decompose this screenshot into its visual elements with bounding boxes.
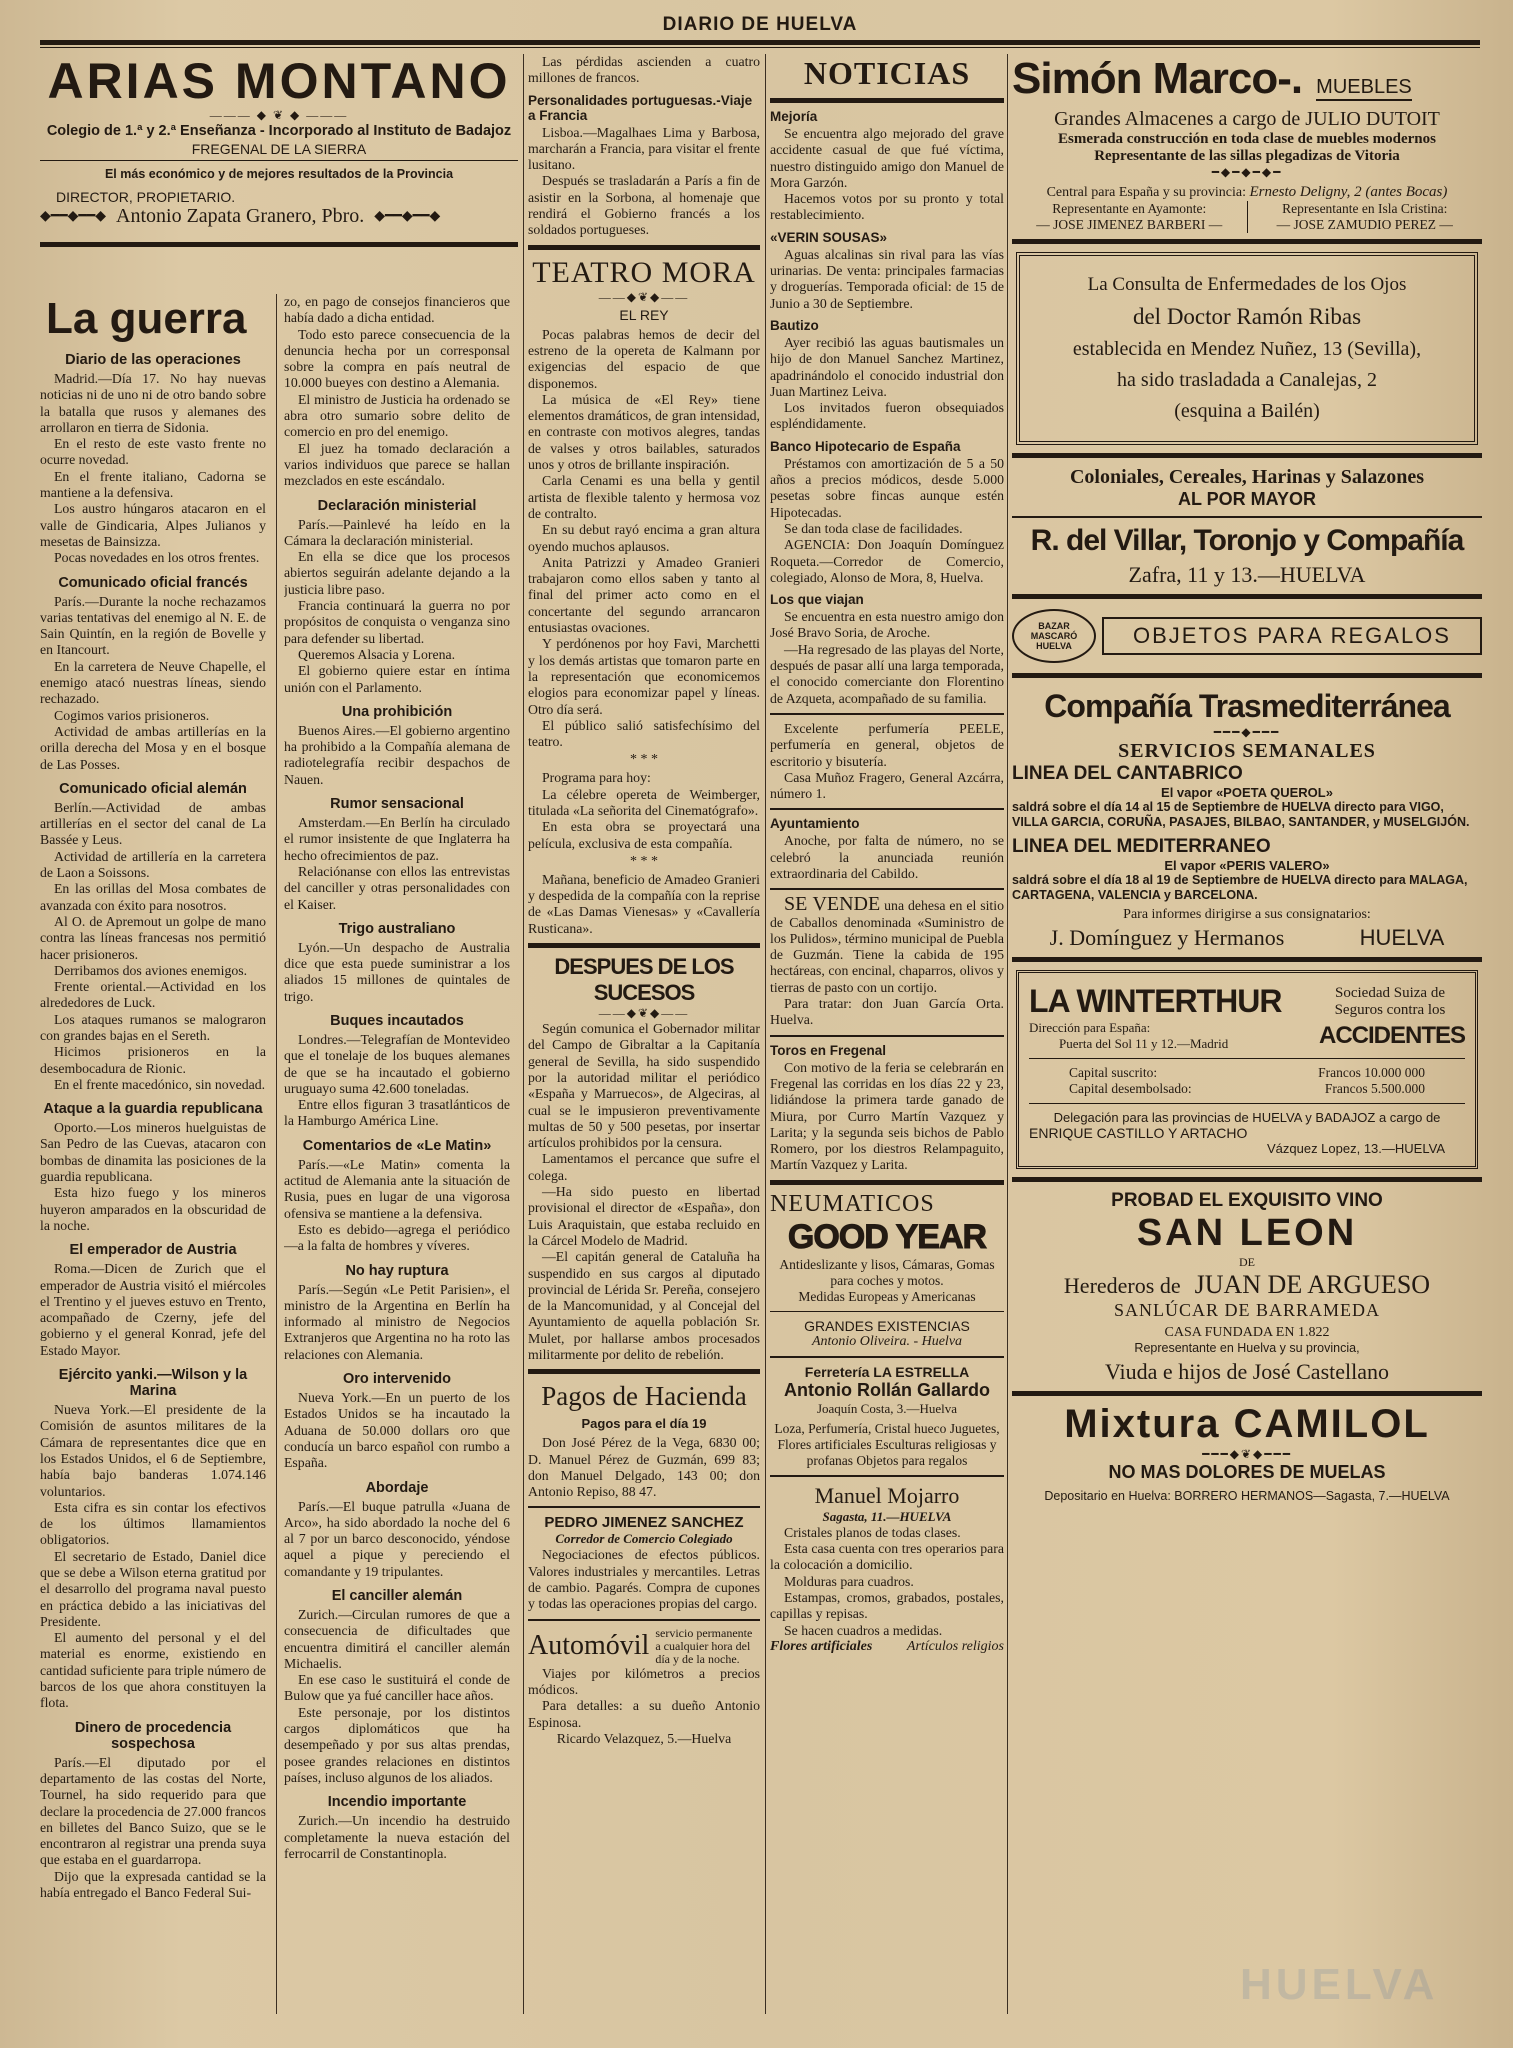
heading: Personalidades portuguesas.-Viaje a Francia <box>528 92 753 123</box>
heading: Ataque a la guardia republicana <box>43 1101 263 1118</box>
text: Actividad de ambas artillerías en la orilla derecha del Mosa y en el bosque de Las Posses. <box>40 723 266 772</box>
column-rule <box>765 54 766 2014</box>
text: Negociaciones de efectos públicos. Valores industriales y mercantiles. Letras de cambio. Pagarés. Compra de cupones y todas las operaciones propias del cargo. <box>528 1547 760 1612</box>
text: Según comunica el Gobernador militar del Campo de Gibraltar a la Capitanía general de Sevilla, ha sido suspendido por la autoridad militar el periódico «España y Marruecos», de Algeciras, al cual se le impusieron preventivamente multas de 50 y 500 pesetas, por insertar artículos prohibidos por la censura. <box>528 1021 760 1151</box>
text: Actividad de artillería en la carretera de Laon a Soissons. <box>40 848 266 881</box>
text: Relaciónanse con ellos las entrevistas del canciller y otras personalidades con el Kaiser. <box>284 863 510 912</box>
auto-ad <box>528 1627 760 1666</box>
guerra-title: La guerra <box>46 294 247 343</box>
text: Para detalles: a su dueño Antonio Espinosa. <box>528 1698 760 1730</box>
pagos-subtitle: Pagos para el día 19 <box>581 1416 707 1432</box>
column-rule <box>276 294 277 2014</box>
text: Roma.—Dicen de Zurich que el emperador de Austria visitó el miércoles el Trentino y el jueves estuvo en Trento, acompañado de Czerny, jefe del gobierno y el general Konrad, jefe del Estado Mayor. <box>40 1261 266 1358</box>
text: Medidas Europeas y Americanas <box>798 1288 976 1304</box>
text: DE <box>1239 1255 1255 1269</box>
ojos-ad <box>1016 252 1478 445</box>
text: Casa Muñoz Fragero, General Azcárra, número 1. <box>770 769 1004 802</box>
text: Capital suscrito: <box>1069 1065 1158 1080</box>
section-rule <box>770 1180 1004 1185</box>
text: El vapor «PERIS VALERO» <box>1164 858 1330 873</box>
text: (esquina a Bailén) <box>1174 400 1320 422</box>
heading: Trigo australiano <box>338 920 456 937</box>
guerra-subtitle: Diario de las operaciones <box>65 352 241 368</box>
text: Depositario en Huelva: BORRERO HERMANOS—Sagasta, 7.—HUELVA <box>1044 1489 1450 1503</box>
text: El público salió satisfechísimo del teatro. <box>528 717 760 750</box>
text: La Consulta de Enfermedades de los Ojos <box>1087 274 1407 295</box>
text: Lamentamos el percance que sufre el colega. <box>528 1151 760 1183</box>
section-rule <box>528 943 760 948</box>
text: En su debut rayó encima a gran altura oyendo muchos aplausos. <box>528 522 760 554</box>
text: J. Domínguez y Hermanos <box>1049 925 1285 950</box>
ferreteria-head: Ferretería LA ESTRELLA <box>804 1363 970 1380</box>
section-rule <box>528 245 760 250</box>
text: Dijo que la expresada cantidad se la había entregado el Banco Federal Sui- <box>40 1868 266 1901</box>
text: Antonio Oliveira. - Huelva <box>811 1333 963 1349</box>
text: NO MAS DOLORES DE MUELAS <box>1108 1462 1386 1482</box>
text: zo, en pago de consejos financieros que había dado a dicha entidad. <box>284 294 510 326</box>
text: Se encuentra algo mejorado del grave accidente casual de que fué víctima, nuestro distinguido amigo don Manuel de Mora Garzón. <box>770 126 1004 190</box>
text: Vázquez Lopez, 13.—HUELVA <box>1266 1141 1445 1156</box>
text: Anoche, por falta de número, no se celebró la anunciada reunión extraordinaria del Cabildo. <box>770 833 1004 881</box>
text: Antideslizante y lisos, Cámaras, Gomas para coches y motos. <box>779 1256 995 1288</box>
section-rule <box>1012 453 1482 458</box>
text: Capital desembolsado: <box>1069 1081 1192 1096</box>
representatives <box>1012 201 1482 233</box>
heading: El canciller alemán <box>331 1588 463 1604</box>
text: Las pérdidas ascienden a cuatro millones de francos. <box>528 54 760 86</box>
mojarro-footer <box>770 1639 1004 1655</box>
separator-stars: * * * <box>630 752 658 768</box>
auto-title: Automóvil <box>528 1630 650 1662</box>
text: Viajes por kilómetros a precios módicos. <box>528 1665 760 1697</box>
text: Frente oriental.—Actividad en los alrededores de Luck. <box>40 979 266 1011</box>
text: — JOSE JIMENEZ BARBERI — <box>1036 217 1223 232</box>
bazar-logo: BAZAR MASCARÓ HUELVA <box>1012 609 1096 663</box>
heading: Bautizo <box>770 317 819 333</box>
text: ENRIQUE CASTILLO Y ARTACHO <box>1029 1125 1248 1141</box>
neumaticos-title: NEUMATICOS <box>770 1190 935 1217</box>
text: Londres.—Telegrafían de Montevideo que el tonelaje de los buques alemanes de que se ha incautado el gobierno uruguayo suma 42.600 toneladas. <box>284 1031 510 1096</box>
column-noticias <box>770 54 1004 2014</box>
guerra-column <box>40 294 266 2014</box>
section-rule <box>770 1035 1004 1037</box>
text: PROBAD EL EXQUISITO VINO <box>1111 1190 1383 1211</box>
text: En el resto de este vasto frente no ocurre novedad. <box>40 436 266 468</box>
text: del Doctor Ramón Ribas <box>1132 304 1362 329</box>
text: El vapor «POETA QUEROL» <box>1161 785 1333 800</box>
text: Aguas alcalinas sin rival para las vías urinarias. De venta: principales farmacias y droguerías. Temporada oficial: de 15 de Junio a 30 de Septiembre. <box>770 246 1004 311</box>
section-rule <box>1012 516 1482 518</box>
text: Herederos de <box>1063 1273 1181 1298</box>
text: saldrá sobre el día 18 al 19 de Septiembre de HUELVA directo para MALAGA, CARTAGENA, VALENCIA y BARCELONA. <box>1012 873 1468 902</box>
text: Central para España y su provincia: <box>1046 185 1247 200</box>
text: Esto es debido—agrega el periódico—a la falta de hombres y víveres. <box>284 1221 510 1254</box>
section-rule <box>528 1369 760 1374</box>
win-accidentes: ACCIDENTES <box>1318 1022 1465 1049</box>
text: La música de «El Rey» tiene elementos dramáticos, de gran intensidad, en contraste con motivos alegres, tandas de valses y otros bailables, saturados unos y otros de brillante inspiración. <box>528 391 760 473</box>
text: SERVICIOS SEMANALES <box>1118 740 1376 762</box>
text: París.—Durante la noche rechazamos varias tentativas del enemigo al N. E. de Sain Quintín, en la región de Bovelle y en Itancourt. <box>40 593 266 658</box>
text: Representante en Ayamonte: <box>1052 201 1207 216</box>
ferreteria-name: Antonio Rollán Gallardo <box>784 1379 990 1400</box>
heading: Toros en Fregenal <box>770 1042 887 1058</box>
watermark: HUELVA <box>1240 1960 1439 2009</box>
text: Cristales planos de todas clases. <box>784 1524 961 1540</box>
bazar-ad <box>1012 609 1482 663</box>
winterthur-ad <box>1016 970 1478 1169</box>
mojarro-name: Manuel Mojarro <box>814 1482 960 1508</box>
win-top <box>1029 983 1465 1020</box>
text: Representante en Huelva y su provincia, <box>1134 1341 1360 1355</box>
section-rule <box>770 1475 1004 1477</box>
text: —Ha regresado de las playas del Norte, después de pasar allí una larga temporada, el conocido comerciante don Florentino de Azqueta, acompañado de su familia. <box>770 641 1004 706</box>
text: París.—Según «Le Petit Parisien», el ministro de la Argentina en Berlín ha informado al ministro de Negocios Extranjeros que Argentina no ha roto las relaciones con Alemania. <box>284 1281 510 1362</box>
text: Delegación para las provincias de HUELVA y BADAJOZ a cargo de <box>1053 1110 1441 1125</box>
text: Este personaje, por los distintos cargos diplomáticos que ha desempeñado y por sus altas prendas, posee grandes relaciones en distintos países, incluso algunos de los aliados. <box>284 1704 510 1785</box>
ornament: ——— ◆ ❦ ◆ ——— <box>209 108 349 122</box>
text: Coloniales, Cereales, Harinas y Salazones <box>1069 466 1425 488</box>
text: En la carretera de Neuve Chapelle, el enemigo atacó nuestras líneas, siendo rechazado. <box>40 658 266 707</box>
text: Pocas palabras hemos de decir del estreno de la opereta de Kalmann por exigencias del espacio de que disponemos. <box>528 326 760 391</box>
section-rule <box>770 1356 1004 1358</box>
heading: Banco Hipotecario de España <box>770 438 961 454</box>
section-rule <box>1029 1103 1465 1104</box>
text: Loza, Perfumería, Cristal hueco Juguetes, Flores artificiales Esculturas religiosas y profanas Objetos para regalos <box>774 1420 1000 1468</box>
director-row <box>40 205 518 228</box>
text: En ese caso le sustituirá el conde de Bulow que ya fué canciller hace años. <box>284 1672 510 1704</box>
text: Viuda e hijos de José Castellano <box>1104 1359 1389 1384</box>
text: En ella se dice que los procesos abiertos seguirán adelante dejando a la justicia libre paso. <box>284 549 510 597</box>
heading: Ejército yanki.—Wilson y la Marina <box>58 1367 248 1400</box>
text: Nueva York.—En un puerto de los Estados Unidos se ha incautado la Aduana de 50.000 dollars oro que conducía un barco español con rumbo a España. <box>284 1390 510 1471</box>
text: JUAN DE ARGUESO <box>1194 1270 1431 1299</box>
section-rule <box>1012 239 1482 244</box>
text: Los invitados fueron obsequiados espléndidamente. <box>770 400 1004 432</box>
sucesos-title: DESPUES DE LOS SUCESOS <box>554 954 734 1006</box>
rep-isla <box>1248 201 1483 233</box>
text: Los austro húngaros atacaron en el valle de Gindicaria, Alpes Julianos y mesetas de Bainsizza. <box>40 501 266 549</box>
school-line3: El más económico y de mejores resultados de la Provincia <box>104 167 454 181</box>
text: Mañana, beneficio de Amadeo Granieri y despedida de la compañía con la reprise de «Las Damas Vienesas» y «Cavallería Rusticana». <box>528 871 760 936</box>
text: Se dan toda clase de facilidades. <box>784 520 963 536</box>
text: establecida en Mendez Nuñez, 13 (Sevilla), <box>1072 338 1422 360</box>
linea-cantabrico: LINEA DEL CANTABRICO <box>1012 763 1243 784</box>
trasmed-title: Compañía Trasmediterránea <box>1044 688 1450 724</box>
heading: Los que viajan <box>770 592 864 608</box>
text: Se encuentra en esta nuestro amigo don José Bravo Soria, de Aroche. <box>770 609 1004 641</box>
text: Ayer recibió las aguas bautismales un hijo de don Manuel Sanchez Martinez, apadrinándolo el conocido industrial don Juan Martinez Leiva. <box>770 334 1004 399</box>
text: CASA FUNDADA EN 1.822 <box>1164 1325 1330 1340</box>
text: Grandes Almacenes a cargo de JULIO DUTOIT <box>1054 108 1440 130</box>
ornament-left: ◆━━◆━━◆ <box>40 209 107 224</box>
simon-marco-ad <box>1012 54 1482 104</box>
text: Puerta del Sol 11 y 12.—Madrid <box>1059 1036 1229 1051</box>
column-left <box>40 54 518 2014</box>
heading: Comunicado oficial alemán <box>59 780 247 797</box>
text: Con motivo de la feria se celebrarán en Fregenal las corridas en los días 22 y 23, lidiándose la primera tarde ganado de Miura, por Curro Martín Vazquez y Larita; y la segunda seis bichos de Pablo Romero, por los diestros Relampaguito, Martín Vazquez y Larita. <box>770 1059 1004 1173</box>
school-line1: Colegio de 1.ª y 2.ª Enseñanza - Incorporado al Instituto de Badajoz <box>46 123 512 139</box>
running-header: DIARIO DE HUELVA <box>662 14 858 35</box>
heading: «VERIN SOUSAS» <box>770 229 888 245</box>
director-label: DIRECTOR, PROPIETARIO. <box>56 189 236 205</box>
ornament: ━━━◆❦◆━━━ <box>1202 1447 1292 1461</box>
text: Hicimos prisioneros en la desembocadura de Rionic. <box>40 1044 266 1076</box>
text: El gobierno quiere estar en íntima unión con el Parlamento. <box>284 663 510 695</box>
column-rule <box>523 54 524 2014</box>
central-line <box>1012 184 1482 201</box>
rep-ayamonte <box>1012 201 1248 233</box>
text: AL POR MAYOR <box>1177 489 1317 509</box>
win-cap1 <box>1029 1065 1465 1081</box>
text: Sagasta, 11.—HUELVA <box>822 1508 952 1524</box>
text: Francos 5.500.000 <box>1324 1081 1425 1096</box>
text: En el frente italiano, Cadorna se mantiene a la defensiva. <box>40 468 266 501</box>
text: GRANDES EXISTENCIAS <box>804 1317 970 1334</box>
text: Francia continuará la guerra no por propósitos de conquista o venganza sino para defender su libertad. <box>284 598 510 646</box>
text: Berlín.—Actividad de ambas artillerías en el sector del canal de La Bassée y Leus. <box>40 799 266 848</box>
text: Buenos Aires.—El gobierno argentino ha prohibido a la Compañía alemana de radiotelegrafía recibir despachos de Nauen. <box>284 722 510 787</box>
school-ad <box>40 54 518 234</box>
text: Esta cifra es sin contar los efectivos de los últimos llamamientos obligatorios. <box>40 1499 266 1548</box>
text: En las orillas del Mosa combates de avanzada con éxito para nosotros. <box>40 881 266 913</box>
text: Esta casa cuenta con tres operarios para la colocación a domicilio. <box>770 1541 1004 1573</box>
text: Dirección para España: <box>1029 1020 1151 1035</box>
vende-head: SE VENDE <box>784 893 881 916</box>
text: Hacemos votos por su pronto y total restablecimiento. <box>770 191 1004 223</box>
text: Zurich.—Un incendio ha destruido completamente la nueva estación del ferrocarril de Constantinopla. <box>284 1813 510 1861</box>
section-rule <box>770 1311 1004 1312</box>
heading: Mejoría <box>770 109 818 124</box>
section-rule <box>1012 957 1482 962</box>
goodyear-logo: GOOD YEAR <box>787 1217 987 1256</box>
text: Pocas novedades en los otros frentes. <box>54 550 260 566</box>
section-rule <box>770 98 1004 103</box>
text: En el frente macedónico, sin novedad. <box>54 1076 266 1092</box>
heading: Dinero de procedencia sospechosa <box>74 1719 232 1752</box>
section-rule <box>1012 594 1482 599</box>
text: Molduras para cuadros. <box>784 1573 914 1589</box>
pjs-title: Corredor de Comercio Colegiado <box>555 1531 733 1547</box>
heading: Oro intervenido <box>343 1371 451 1388</box>
separator-stars: * * * <box>630 853 658 869</box>
text: Artículos religios <box>906 1638 1004 1654</box>
heading: Declaración ministerial <box>317 497 477 514</box>
camilol-title: Mixtura CAMILOL <box>1064 1402 1430 1446</box>
teatro-title: TEATRO MORA <box>532 255 756 289</box>
column-ads <box>1012 54 1482 2014</box>
text: Para tratar: don Juan García Orta. Huelva. <box>770 996 1004 1028</box>
heading: Comunicado oficial francés <box>58 574 248 591</box>
text: El juez ha tomado declaración a varios individuos que parece se hallan mezclados en este escándalo. <box>284 440 510 489</box>
text: Ricardo Velazquez, 5.—Huelva <box>556 1730 732 1746</box>
school-line2: FREGENAL DE LA SIERRA <box>40 141 518 161</box>
vino-line4 <box>1012 1270 1482 1300</box>
section-rule <box>770 713 1004 715</box>
text: Ernesto Deligny, 2 (antes Bocas) <box>1249 184 1448 200</box>
text: Don José Pérez de la Vega, 6830 00; D. Manuel Pérez de Guzmán, 699 83; don Manuel Delgado, 143 00; don Antonio Repiso, 88 47. <box>528 1435 760 1500</box>
teatro-subtitle: EL REY <box>619 306 669 323</box>
guerra-column-2 <box>284 294 510 2014</box>
text: El secretario de Estado, Daniel dice que se debe a Wilson eterna gratitud por el desarrollo del programa naval puesto en práctica debido a las iniciativas del Presidente. <box>40 1548 266 1629</box>
school-title: ARIAS MONTANO <box>47 54 511 109</box>
text: SANLÚCAR DE BARRAMEDA <box>1113 1300 1381 1320</box>
ornament: ━◆━◆━◆━ <box>1211 165 1283 179</box>
text: El ministro de Justicia ha ordenado se abra otro sumario sobre delito de comercio en pro del enemigo. <box>284 391 510 440</box>
ornament: ——◆❦◆—— <box>598 1006 690 1021</box>
text: El aumento del personal y el del material es enorme, existiendo en cantidad suficiente para triple número de barcos de los que ahora constituyen la flota. <box>40 1630 266 1711</box>
text: Flores artificiales <box>770 1638 873 1654</box>
bazar-text: OBJETOS PARA REGALOS <box>1102 617 1482 655</box>
text: Representante de las sillas plegadizas de Vitoria <box>1094 148 1400 164</box>
pagos-title: Pagos de Hacienda <box>541 1381 747 1412</box>
section-rule <box>528 1619 760 1621</box>
heading: Una prohibición <box>341 703 453 720</box>
text: En esta obra se proyectará una película, exclusiva de esta compañía. <box>528 819 760 851</box>
muebles-label: MUEBLES <box>1316 76 1412 101</box>
win-mid <box>1029 1020 1465 1052</box>
text: París.—Painlevé ha leído en la Cámara la declaración ministerial. <box>284 516 510 548</box>
win-cap2 <box>1029 1081 1465 1097</box>
text: París.—«Le Matin» comenta la actitud de Alemania ante la situación de Rusia, pues en lugar de una vigorosa ofensiva se mantiene a la defensiva. <box>284 1156 510 1221</box>
text: Zurich.—Circulan rumores de que a consecuencia de dificultades que encuentra dimitirá el canciller alemán Michaelis. <box>284 1607 510 1671</box>
text: saldrá sobre el día 14 al 15 de Septiembre de HUELVA directo para VIGO, VILLA GARCIA, CORUÑA, PASAJES, BILBAO, SANTANDER, y MUSELGIJÓN. <box>1012 800 1470 829</box>
text: Derribamos dos aviones enemigos. <box>54 962 248 978</box>
column-teatro <box>528 54 760 2014</box>
text: Después se trasladarán a París a fin de asistir en la Sorbona, al homenaje que rendirá el Gobierno francés a los soldados portugueses. <box>528 173 760 238</box>
text: Programa para hoy: <box>542 770 651 786</box>
text: —Ha sido puesto en libertad provisional el director de «España», don Luis Araquistain, que estaba recluido en la Cárcel Modelo de Madrid. <box>528 1184 760 1248</box>
heading: No hay ruptura <box>345 1262 449 1279</box>
text: Sociedad Suiza de Seguros contra los <box>1334 984 1446 1018</box>
text: — JOSE ZAMUDIO PEREZ — <box>1276 217 1453 232</box>
section-rule <box>528 1506 760 1508</box>
director-name: Antonio Zapata Granero, Pbro. <box>116 205 365 227</box>
text: Para informes dirigirse a sus consignatarios: <box>1123 907 1371 922</box>
win-title: LA WINTERTHUR <box>1029 983 1282 1019</box>
text: Representante en Isla Cristina: <box>1282 201 1448 216</box>
villar-title: R. del Villar, Toronjo y Compañía <box>1030 524 1464 557</box>
text: Queremos Alsacia y Lorena. <box>298 646 456 662</box>
section-rule <box>770 888 1004 890</box>
section-rule <box>1012 1177 1482 1182</box>
text: Madrid.—Día 17. No hay nuevas noticias ni de uno ni de otro bando sobre la batalla que rusos y alemanes des arrollaron en tierra de Sidonia. <box>40 371 266 435</box>
section-rule <box>1012 1391 1482 1396</box>
text: Anita Patrizzi y Amadeo Granieri trabajaron como ellos saben y tanto al final del primer acto como en el concertante del segundo arrancaron entusiastas ovaciones. <box>528 554 760 636</box>
consignatarios <box>1012 925 1482 951</box>
text: ha sido trasladada a Canalejas, 2 <box>1117 369 1377 391</box>
ornament: ━━━◆━━━ <box>1213 725 1281 739</box>
text: París.—El buque patrulla «Juana de Arco», ha sido abordado la noche del 6 al 7 por un barco desconocido, yéndose aquel a pique y pereciendo el comandante y 19 tripulantes. <box>284 1498 510 1579</box>
column-rule <box>1007 54 1008 2014</box>
win-dir <box>1029 1020 1228 1052</box>
heading: Ayuntamiento <box>770 816 860 832</box>
section-rule <box>770 808 1004 810</box>
text: La célebre opereta de Weimberger, titulada «La señorita del Cinematógrafo». <box>528 786 760 818</box>
text: Oporto.—Los mineros huelguistas de San Pedro de las Cuevas, atacaron con bombas de dinamita las posiciones de la guardia republicana. <box>40 1120 266 1185</box>
text: Zafra, 11 y 13.—HUELVA <box>1128 562 1366 587</box>
text: Lyón.—Un despacho de Australia dice que esta puede suministrar a los aliados 15 millones de quintales de trigo. <box>284 939 510 1004</box>
auto-side: servicio permanente a cualquier hora del día y de la noche. <box>655 1625 753 1666</box>
linea-mediterraneo: LINEA DEL MEDITERRANEO <box>1012 836 1271 857</box>
text: —El capitán general de Cataluña ha suspendido en sus cargos al diputado provincial de Lérida Sr. Pereña, consejero de la Mancomunidad, y al Concejal del Ayuntamiento de aquella población Sr. Mulet, por hallarse ambos procesados militarmente por delito de rebelión. <box>528 1249 760 1362</box>
text: Estampas, cromos, grabados, postales, capillas y repisas. <box>770 1589 1004 1622</box>
text: Joaquín Costa, 3.—Huelva <box>816 1400 958 1416</box>
text: HUELVA <box>1359 925 1445 950</box>
text: Nueva York.—El presidente de la Comisión de asuntos militares de la Cámara de representantes dice que en los Estados Unidos, el 6 de Septiembre, había bajo banderas 1.074.146 voluntarios. <box>40 1402 266 1499</box>
text: Los ataques rumanos se malograron con grandes bajas en el Sereth. <box>40 1011 266 1043</box>
text: una dehesa en el sitio de Caballos denominada «Suministro de los Pulidos», término municipal de Puebla de Guzmán. Tiene la cabida de 195 hectáreas, con encinal, chaparros, olivos y tierras de pasto con un cortijo. <box>770 898 1004 995</box>
heading: Abordaje <box>365 1479 429 1496</box>
heading: Buques incautados <box>330 1012 464 1029</box>
text: Excelente perfumería PEELE, perfumería en general, objetos de escritorio y bisutería. <box>770 720 1004 769</box>
text: Todo esto parece consecuencia de la denuncia hecha por un corresponsal sobre la compra en país neutral de 10.000 bueyes con destino a Alemania. <box>284 326 510 391</box>
section-rule <box>1029 1058 1465 1059</box>
text: Y perdónenos por hoy Favi, Marchetti y los demás artistas que tomaron parte en la representación que economicemos elogios para economizar papel y líneas. Otro día será. <box>528 636 760 717</box>
heading: Incendio importante <box>327 1794 467 1811</box>
heading: Rumor sensacional <box>330 796 464 813</box>
pjs-name: PEDRO JIMENEZ SANCHEZ <box>544 1514 744 1532</box>
heading: Comentarios de «Le Matin» <box>302 1137 492 1154</box>
section-rule <box>40 242 518 247</box>
text: Amsterdam.—En Berlín ha circulado el rumor insistente de que Inglaterra ha hecho ofrecimientos de paz. <box>284 815 510 863</box>
text: Préstamos con amortización de 5 a 50 años a precios módicos, desde 5.000 pesetas sobre fincas aunque estén Hipotecadas. <box>770 455 1004 520</box>
heading: El emperador de Austria <box>69 1242 237 1259</box>
section-rule <box>1012 673 1482 678</box>
vino-title: SAN LEON <box>1136 1212 1358 1254</box>
text: Carla Cenami es una bella y gentil artista de flexible talento y hermosa voz de contralto. <box>528 473 760 521</box>
simon-title: Simón Marco-. <box>1012 54 1303 103</box>
ornament-right: ◆━━◆━━◆ <box>374 209 441 224</box>
text: Cogimos varios prisioneros. <box>54 707 210 723</box>
noticias-title: NOTICIAS <box>803 55 971 91</box>
ornament: ——◆❦◆—— <box>598 289 690 304</box>
text: Francos 10.000 000 <box>1318 1065 1425 1080</box>
text: Al O. de Apremout un golpe de mano contra las líneas francesas nos permitió hacer prisioneros. <box>40 913 266 962</box>
text: Entre ellos figuran 3 trasatlánticos de la Hamburgo América Line. <box>284 1097 510 1129</box>
text: Esmerada construcción en toda clase de muebles modernos <box>1058 131 1436 147</box>
text: Lisboa.—Magalhaes Lima y Barbosa, marcharán a Francia, para visitar el frente lusitano. <box>528 124 760 173</box>
top-rule <box>40 40 1480 48</box>
text: AGENCIA: Don Joaquín Domínguez Roqueta.—Corredor de Comercio, colegiado, Alonso de Mora, 8, Huelva. <box>770 537 1004 585</box>
text: Esta hizo fuego y los mineros huyeron amparados en la obscuridad de la noche. <box>40 1185 266 1233</box>
text <box>770 893 1004 996</box>
text: París.—El diputado por el departamento de las costas del Norte, Tournel, ha sido requerido para que declare la procedencia de 27.000 francos en billetes del Banco Suizo, que se le encontraron al registrar una prenda suya que estaba en el guardarropa. <box>40 1754 266 1868</box>
text: Se hacen cuadros a medidas. <box>784 1622 943 1638</box>
